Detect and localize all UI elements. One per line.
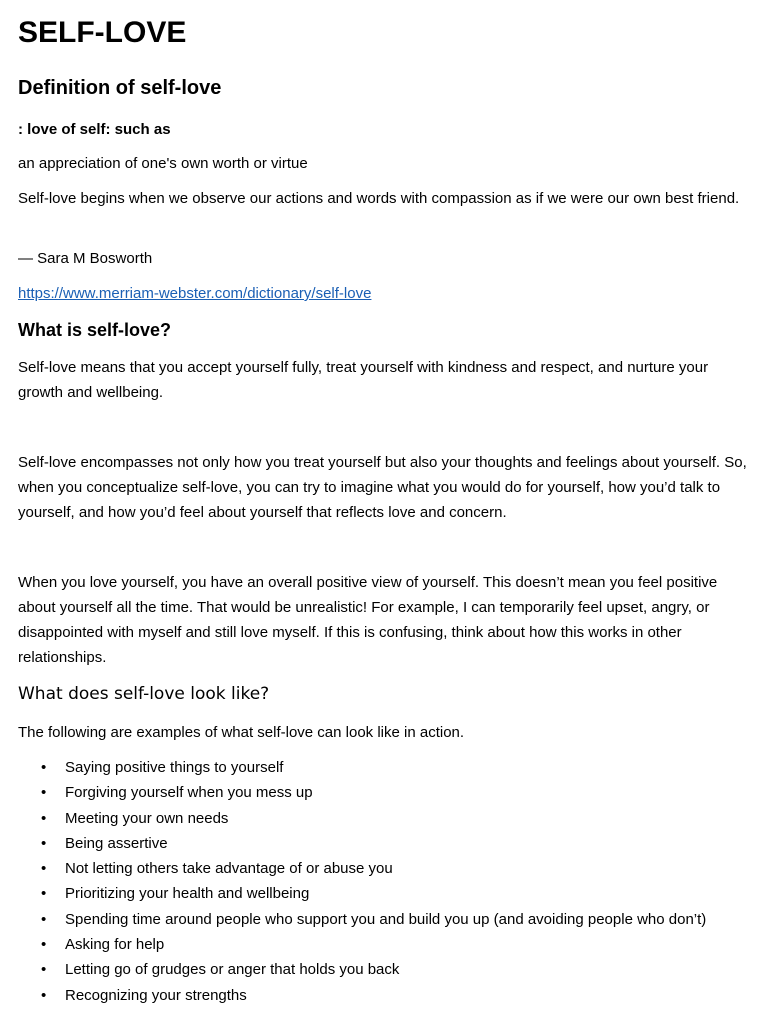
list-item (18, 755, 748, 780)
list-item (18, 881, 748, 906)
what-is-paragraph-3: When you love yourself, you have an overall positive view of yourself. This doesn’t mean you feel positive about yourself all the time. That would be unrealistic! For example, I can temporarily feel upset, angry, or disappointed with myself and still love myself. If this is confusing, think about how this works in other relationships. (18, 574, 718, 666)
list-item (18, 806, 748, 831)
looks-like-intro: The following are examples of what self-love can look like in action. (18, 724, 465, 741)
bullet-icon: • (41, 885, 47, 903)
list-item (18, 831, 748, 856)
looks-like-heading: What does self-love look like? (18, 684, 270, 704)
source-link[interactable]: https://www.merriam-webster.com/dictionary/self-love (18, 285, 372, 302)
list-item-text: Spending time around people who support you and build you up (and avoiding people who don’t) (65, 910, 707, 928)
what-is-heading: What is self-love? (18, 320, 172, 340)
list-item (18, 856, 748, 881)
list-item-text: Meeting your own needs (65, 809, 229, 827)
list-item-text: Not letting others take advantage of or abuse you (65, 860, 393, 878)
bullet-icon: • (41, 759, 47, 776)
bullet-icon: • (41, 910, 47, 928)
list-item (18, 983, 748, 1008)
definition-quote: Self-love begins when we observe our actions and words with compassion as if we were our own best friend. (18, 190, 740, 207)
list-item (18, 907, 748, 932)
bullet-icon: • (41, 784, 47, 802)
page-title: SELF-LOVE (18, 16, 187, 49)
list-item-text: Forgiving yourself when you mess up (65, 784, 313, 802)
self-love-examples-list (18, 755, 748, 1008)
list-item-text: Recognizing your strengths (65, 986, 247, 1004)
bullet-icon: • (41, 834, 47, 852)
list-item-text: Asking for help (65, 936, 165, 954)
list-item (18, 957, 748, 982)
what-is-paragraph-2: Self-love encompasses not only how you treat yourself but also your thoughts and feelings about yourself. So, when you conceptualize self-love, you can try to imagine what you would do for yourself, how you’d talk to yourself, and how you’d feel about yourself that reflects love and concern. (18, 454, 747, 521)
list-item-text: Prioritizing your health and wellbeing (65, 885, 310, 903)
bullet-icon: • (41, 961, 47, 979)
bullet-icon: • (41, 936, 47, 954)
list-item (18, 780, 748, 805)
what-is-paragraph-1: Self-love means that you accept yourself fully, treat yourself with kindness and respect, and nurture your growth and wellbeing. (18, 359, 709, 401)
definition-heading: Definition of self-love (18, 77, 222, 99)
list-item-text: Being assertive (65, 834, 168, 852)
definition-meaning: an appreciation of one's own worth or virtue (18, 155, 308, 172)
bullet-icon: • (41, 809, 47, 827)
definition-sense-label: : love of self: such as (18, 121, 171, 138)
list-item-text: Saying positive things to yourself (65, 759, 284, 776)
bullet-icon: • (41, 860, 47, 878)
list-item (18, 932, 748, 957)
quote-attribution: — Sara M Bosworth (18, 250, 153, 267)
bullet-icon: • (41, 986, 47, 1004)
list-item-text: Letting go of grudges or anger that holds you back (65, 961, 400, 979)
